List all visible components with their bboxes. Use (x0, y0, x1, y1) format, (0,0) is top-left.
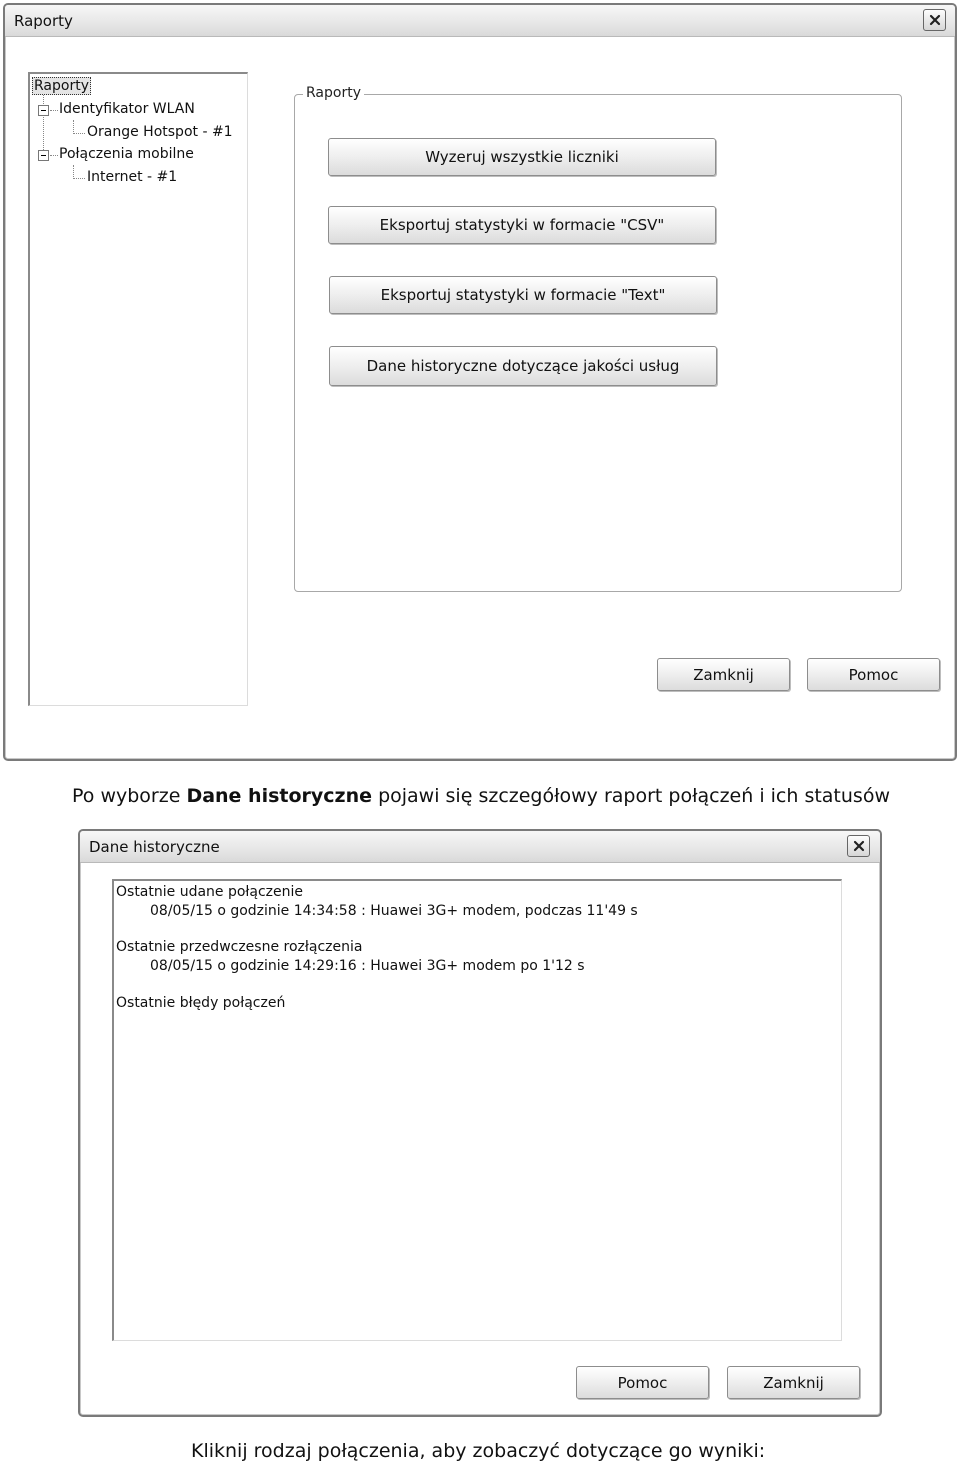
button-label: Pomoc (848, 665, 899, 684)
button-label: Pomoc (617, 1373, 668, 1392)
button-label: Zamknij (763, 1373, 824, 1392)
caption-text: Po wyborze (72, 785, 187, 807)
tree-item-identyfikator-wlan[interactable] (59, 101, 195, 117)
tree-connector (73, 133, 85, 134)
button-label: Dane historyczne dotyczące jakości usług (366, 357, 680, 375)
export-text-button[interactable] (329, 276, 717, 314)
historical-window-title: Dane historyczne (89, 838, 220, 856)
tree-connector (73, 120, 74, 134)
tree-connector (50, 155, 58, 156)
close-button[interactable] (727, 1366, 860, 1399)
historical-report-text[interactable] (112, 879, 842, 1341)
close-button[interactable] (657, 658, 790, 691)
tree-item-label: Połączenia mobilne (59, 146, 194, 162)
connection-errors-heading: Ostatnie błędy połączeń (116, 995, 286, 1011)
help-button[interactable] (576, 1366, 709, 1399)
close-icon[interactable] (923, 9, 946, 31)
tree-connector (50, 110, 58, 111)
button-label: Zamknij (693, 665, 754, 684)
tree-item-orange-hotspot[interactable] (87, 124, 233, 140)
historical-data-button[interactable] (329, 346, 717, 386)
tree-item-internet[interactable] (87, 169, 177, 185)
reset-counters-button[interactable] (328, 138, 716, 176)
tree-root-raporty[interactable] (32, 78, 91, 94)
reports-window-title: Raporty (14, 12, 73, 30)
tree-connector (73, 178, 85, 179)
tree-item-polaczenia-mobilne[interactable] (59, 146, 194, 162)
close-icon[interactable] (847, 835, 870, 857)
caption-text: pojawi się szczegółowy raport połączeń i ich statusów (372, 785, 890, 807)
button-label: Eksportuj statystyki w formacie "CSV" (379, 216, 665, 234)
tree-root-label: Raporty (34, 78, 89, 94)
tree-item-label: Orange Hotspot - #1 (87, 124, 233, 140)
report-tree-view[interactable] (28, 72, 248, 706)
tree-item-label: Identyfikator WLAN (59, 101, 195, 117)
help-button[interactable] (807, 658, 940, 691)
tree-item-label: Internet - #1 (87, 169, 178, 185)
collapse-icon[interactable] (38, 105, 49, 116)
historical-window-titlebar[interactable] (80, 831, 880, 863)
groupbox-label: Raporty (303, 85, 364, 101)
premature-disconnect-detail: 08/05/15 o godzinie 14:29:16 : Huawei 3G+ modem po 1'12 s (150, 958, 585, 974)
caption-click-connection: Kliknij rodzaj połączenia, aby zobaczyć dotyczące go wyniki: (191, 1440, 766, 1462)
tree-connector (73, 165, 74, 179)
button-label: Eksportuj statystyki w formacie "Text" (380, 286, 666, 304)
last-success-heading: Ostatnie udane połączenie (116, 884, 304, 900)
reports-window-titlebar[interactable] (5, 5, 955, 37)
button-label: Wyzeruj wszystkie liczniki (425, 148, 619, 166)
premature-disconnect-heading: Ostatnie przedwczesne rozłączenia (116, 939, 363, 955)
export-csv-button[interactable] (328, 206, 716, 244)
collapse-icon[interactable] (38, 150, 49, 161)
caption-bold-text: Dane historyczne (186, 785, 373, 807)
last-success-detail: 08/05/15 o godzinie 14:34:58 : Huawei 3G+ modem, podczas 11'49 s (150, 903, 638, 919)
caption-historical-data (72, 785, 890, 807)
